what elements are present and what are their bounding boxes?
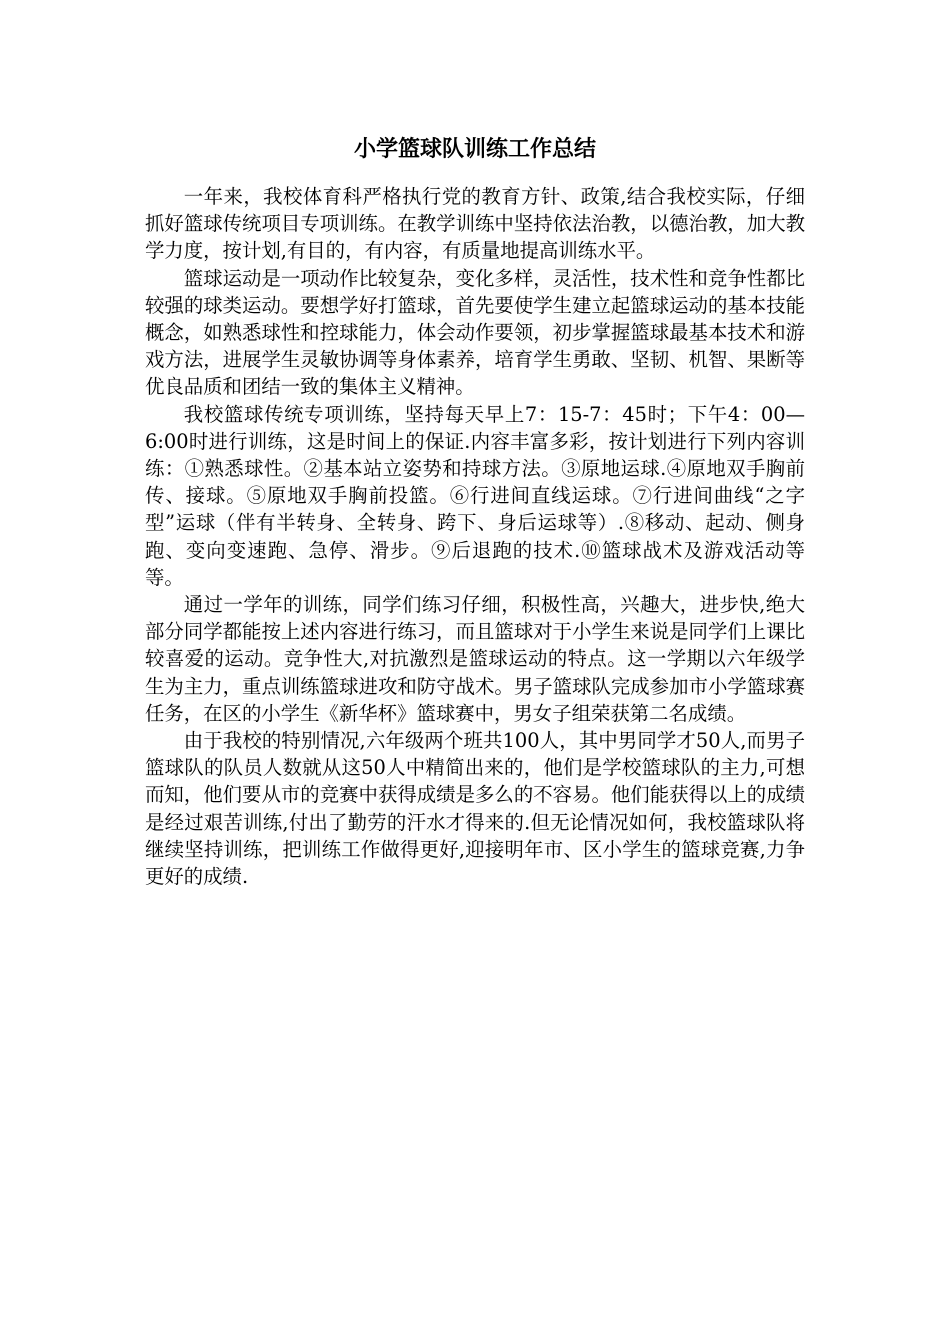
paragraph-3: 我校篮球传统专项训练，坚持每天早上7：15-7：45时；下午4：00—6:00时进行训练，这是时间上的保证.内容丰富多彩，按计划进行下列内容训练：①熟悉球性。②基本站立姿势和持球方法。③原地运球.④原地双手胸前传、接球。⑤原地双手胸前投篮。⑥行进间直线运球。⑦行进间曲线“之字型”运球（伴有半转身、全转身、跨下、身后运球等）.⑧移动、起动、侧身跑、变向变速跑、急停、滑步。⑨后退跑的技术.⑩篮球战术及游戏活动等等。 xyxy=(145,402,805,589)
paragraph-2: 篮球运动是一项动作比较复杂，变化多样，灵活性，技术性和竞争性都比较强的球类运动。要想学好打篮球，首先要使学生建立起篮球运动的基本技能概念，如熟悉球性和控球能力，体会动作要领，初步掌握篮球最基本技术和游戏方法，进展学生灵敏协调等身体素养，培育学生勇敢、坚韧、机智、果断等优良品质和团结一致的集体主义精神。 xyxy=(145,266,805,399)
document-body xyxy=(145,183,805,890)
paragraph-4: 通过一学年的训练，同学们练习仔细，积极性高，兴趣大，进步快,绝大部分同学都能按上述内容进行练习，而且篮球对于小学生来说是同学们上课比较喜爱的运动。竞争性大,对抗激烈是篮球运动的特点。这一学期以六年级学生为主力，重点训练篮球进攻和防守战术。男子篮球队完成参加市小学篮球赛任务，在区的小学生《新华杯》篮球赛中，男女子组荣获第二名成绩。 xyxy=(145,593,805,725)
paragraph-5: 由于我校的特别情况,六年级两个班共100人，其中男同学才50人,而男子篮球队的队员人数就从这50人中精简出来的，他们是学校篮球队的主力,可想而知，他们要从市的竞赛中获得成绩是多么的不容易。他们能获得以上的成绩是经过艰苦训练,付出了勤劳的汗水才得来的.但无论情况如何，我校篮球队将继续坚持训练，把训练工作做得更好,迎接明年市、区小学生的篮球竞赛,力争更好的成绩. xyxy=(145,729,805,889)
paragraph-1: 一年来，我校体育科严格执行党的教育方针、政策,结合我校实际，仔细抓好篮球传统项目专项训练。在教学训练中坚持依法治教，以德治教，加大教学力度，按计划,有目的，有内容，有质量地提高训练水平。 xyxy=(145,185,805,263)
document-title: 小学篮球队训练工作总结 xyxy=(353,137,596,162)
